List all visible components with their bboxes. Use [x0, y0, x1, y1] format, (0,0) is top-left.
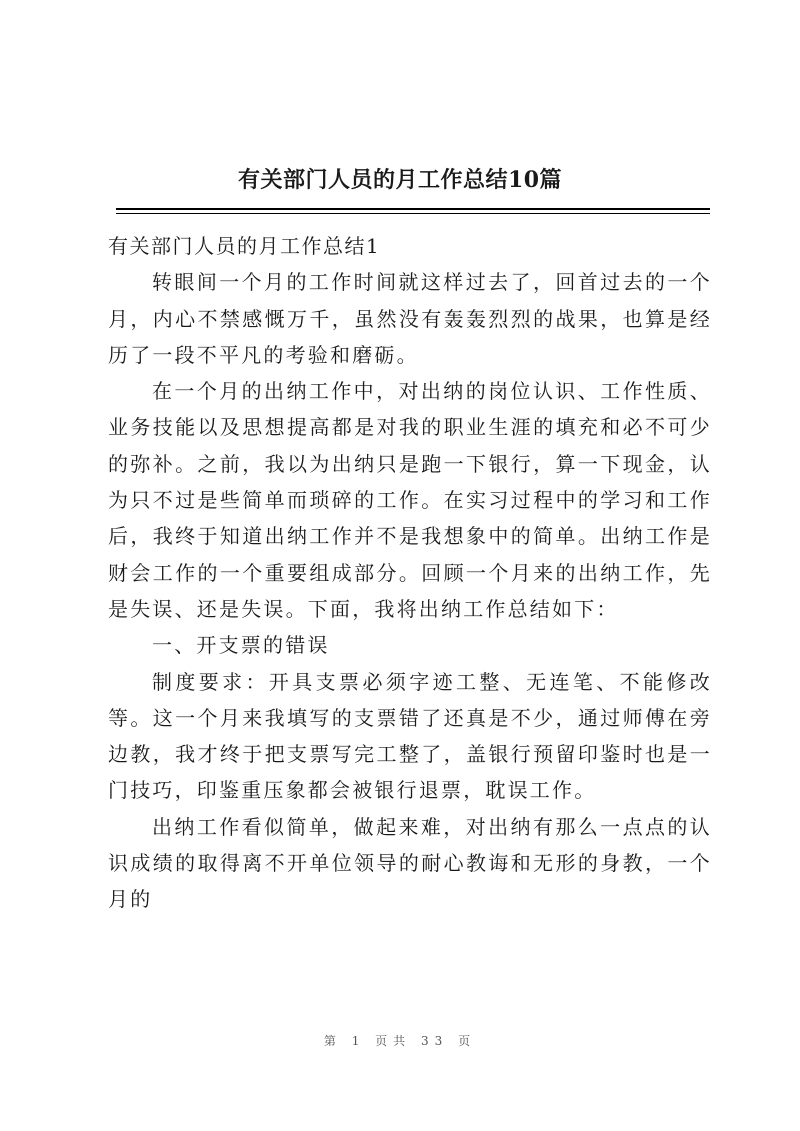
- paragraph-1: 转眼间一个月的工作时间就这样过去了，回首过去的一个月，内心不禁感慨万千，虽然没有轰轰烈烈的战果，也算是经历了一段不平凡的考验和磨砺。: [108, 270, 712, 367]
- subheading-1: 一、开支票的错误: [152, 633, 330, 658]
- document-title: 有关部门人员的月工作总结10篇: [237, 167, 563, 193]
- paragraph-4: 出纳工作看似简单，做起来难，对出纳有那么一点点的认识成绩的取得离不开单位领导的耐心教诲和无形的身教，一个月的: [108, 814, 712, 912]
- paragraph-3: 制度要求：开具支票必须字迹工整、无连笔、不能修改等。这一个月来我填写的支票错了还真是不少，通过师傅在旁边教，我才终于把支票写完工整了，盖银行预留印鉴时也是一门技巧，印鉴重压象都会被银行退票，耽误工作。: [108, 669, 712, 803]
- document-body: [108, 228, 712, 918]
- section-heading: 有关部门人员的月工作总结1: [108, 234, 381, 258]
- title-rule-thick: [116, 208, 710, 210]
- paragraph-2: 在一个月的出纳工作中，对出纳的岗位认识、工作性质、业务技能以及思想提高都是对我的职业生涯的填充和必不可少的弥补。之前，我以为出纳只是跑一下银行，算一下现金，认为只不过是些简单而琐碎的工作。在实习过程中的学习和工作后，我终于知道出纳工作并不是我想象中的简单。出纳工作是财会工作的一个重要组成部分。回顾一个月来的出纳工作，先是失误、还是失误。下面，我将出纳工作总结如下：: [108, 379, 712, 621]
- page-footer: 第 1 页共 33 页: [323, 1034, 477, 1048]
- title-rule-thin: [116, 213, 710, 214]
